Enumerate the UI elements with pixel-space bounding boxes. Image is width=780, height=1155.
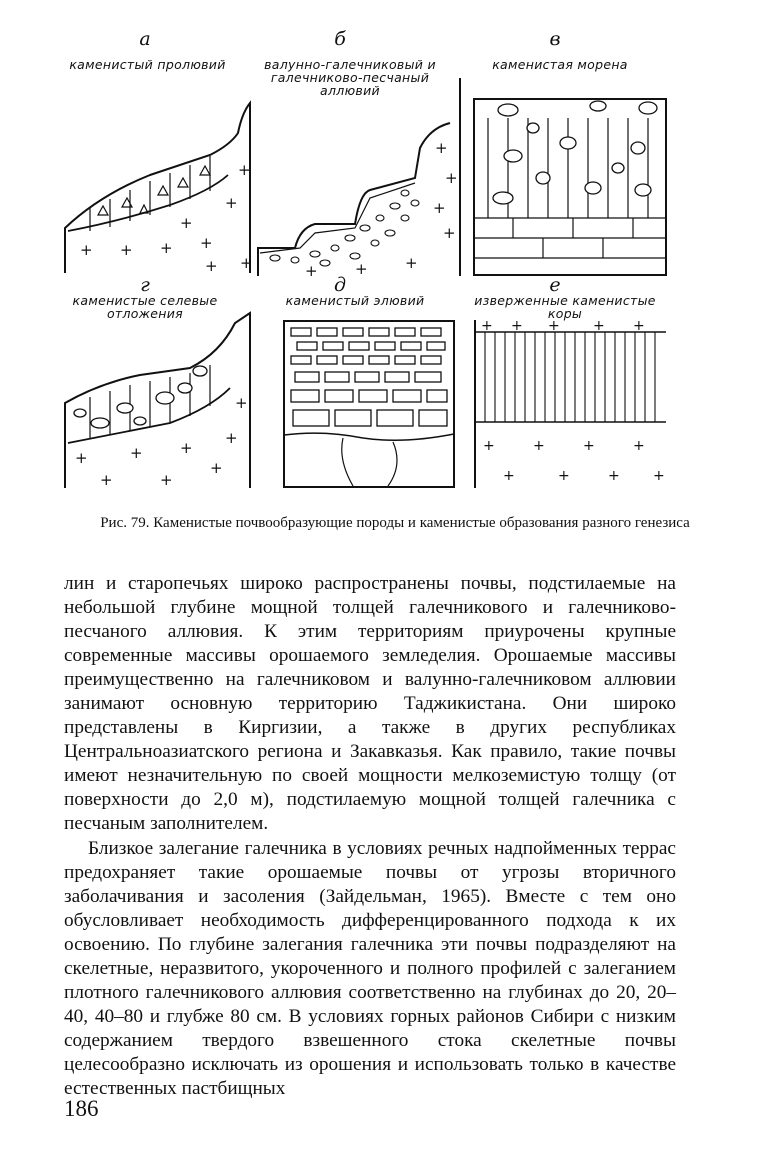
svg-text:+: +	[160, 471, 173, 489]
panel-b-drawing	[255, 78, 465, 278]
svg-text:+: +	[200, 234, 213, 252]
svg-text:+: +	[633, 438, 645, 454]
svg-text:+: +	[238, 161, 251, 179]
panel-e-drawing	[283, 320, 455, 488]
svg-text:+: +	[80, 241, 93, 259]
paragraph: Близкое залегание галечника в условиях речных надпойменных террас предохраняет такие орошаемые почвы от угрозы вторичного заболачивания и засоления (Зайдельман, 1965). Вместе с тем оно обусловливает необходимость дифференцированного подхода к их освоению. По глубине залегания галечника эти почвы подразделяют на скелетные, неразвитого, укороченного и полного профилей с залеганием плотного галечникового аллювия соответственно на глубинах до 20, 20–40, 40–80 и глубже 80 см. В условиях горных районов Сибири с низким содержанием твердого взвешенного стока скелетные почвы целесообразно исключать из орошения и использовать только в качестве естественных пастбищных	[64, 837, 676, 1099]
svg-text:+: +	[75, 449, 88, 467]
svg-text:+: +	[548, 318, 560, 334]
svg-text:+: +	[355, 260, 368, 278]
panel-c-drawing	[473, 98, 668, 278]
svg-text:+: +	[180, 214, 193, 232]
figure-79	[55, 28, 675, 490]
panel-f-letter: е	[549, 274, 561, 296]
panel-c-title: каменистая морена	[492, 57, 628, 72]
svg-text:+: +	[160, 239, 173, 257]
svg-text:+: +	[225, 194, 238, 212]
svg-text:+: +	[653, 468, 665, 484]
svg-text:+: +	[445, 169, 458, 187]
svg-text:+: +	[583, 438, 595, 454]
svg-text:+: +	[210, 459, 223, 477]
svg-text:+: +	[205, 257, 218, 275]
svg-text:+: +	[593, 318, 605, 334]
panel-a-drawing	[60, 103, 253, 278]
svg-text:+: +	[235, 394, 248, 412]
body-text	[64, 572, 676, 1101]
panel-b-title: валунно-галечниковый и галечниково-песчаный аллювий	[264, 57, 436, 98]
svg-text:+: +	[533, 438, 545, 454]
svg-text:+: +	[225, 429, 238, 447]
figure-caption: Рис. 79. Каменистые почвообразующие породы и каменистые образования разного генезиса	[100, 515, 690, 531]
panel-d-letter: г	[140, 274, 150, 296]
svg-text:+: +	[483, 438, 495, 454]
svg-text:+: +	[633, 318, 645, 334]
paragraph: лин и старопечьях широко распространены почвы, подстилаемые на небольшой глубине мощной толщей галечникового и галечниково-песчаного аллювия. К этим территориям приурочены крупные современные массивы орошаемого земледелия. Орошаемые массивы преимущественно на галечниковом и валунно-галечниковом аллювии занимают основную территорию Таджикистана. Они широко представлены в Киргизии, а также в других республиках Центральноазиатского региона и Закавказья. Как правило, такие почвы имеют незначительную по своей мощности мелкоземистую толщу (от поверхности до 2,0 м), подстилаемую мощной толщей галечника с песчаным заполнителем.	[64, 573, 676, 835]
panel-b-letter: б	[334, 28, 346, 50]
svg-text:+: +	[100, 471, 113, 489]
page-number: 186	[64, 1096, 99, 1121]
svg-text:+: +	[240, 254, 253, 272]
svg-text:+: +	[180, 439, 193, 457]
panel-f-drawing	[473, 320, 668, 488]
panel-a-title: каменистый пролювий	[69, 57, 226, 72]
svg-text:+: +	[305, 262, 318, 280]
panel-a-letter: а	[139, 28, 151, 50]
panel-f-title: изверженные каменистые коры	[474, 293, 656, 321]
panel-e-title: каменистый элювий	[285, 293, 425, 308]
svg-text:+: +	[443, 224, 456, 242]
svg-text:+: +	[503, 468, 515, 484]
panel-d-title: каменистые селевые отложения	[72, 293, 218, 321]
svg-text:+: +	[120, 241, 133, 259]
svg-text:+: +	[130, 444, 143, 462]
svg-text:+: +	[608, 468, 620, 484]
svg-text:+: +	[433, 199, 446, 217]
svg-text:+: +	[405, 254, 418, 272]
svg-text:+: +	[558, 468, 570, 484]
panel-d-drawing	[60, 313, 250, 488]
svg-text:+: +	[481, 318, 493, 334]
panel-c-letter: в	[549, 28, 561, 50]
svg-text:+: +	[511, 318, 523, 334]
panel-e-letter: д	[333, 274, 347, 296]
svg-text:+: +	[435, 139, 448, 157]
